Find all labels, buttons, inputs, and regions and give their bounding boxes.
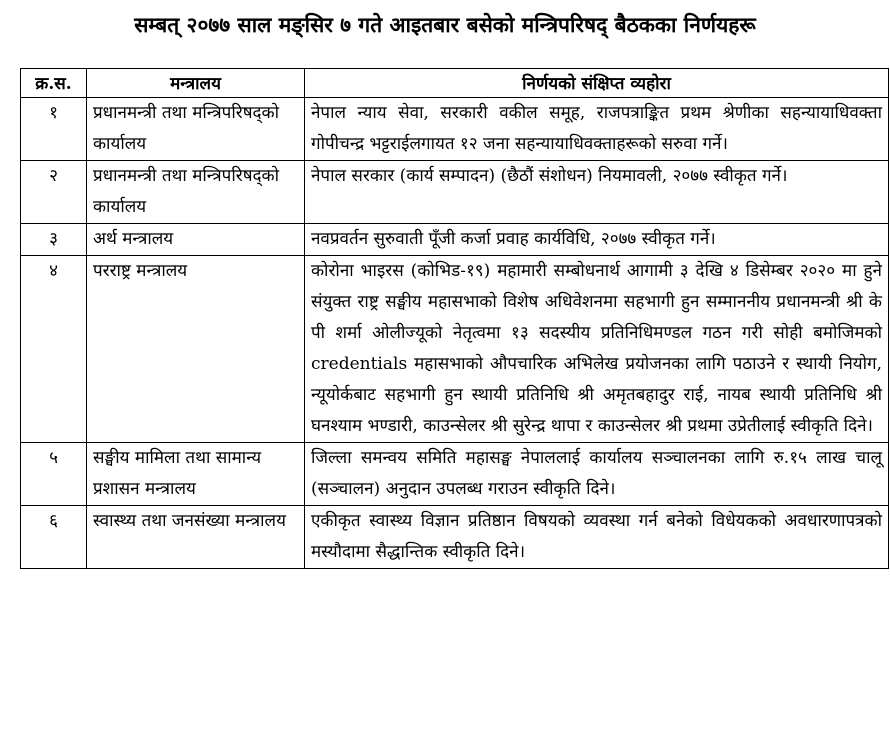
table-row <box>21 443 889 506</box>
ministry-cell: अर्थ मन्त्रालय <box>87 224 305 256</box>
table-row <box>21 256 889 443</box>
summary-cell: कोरोना भाइरस (कोभिड-१९) महामारी सम्बोधनार्थ आगामी ३ देखि ४ डिसेम्बर २०२० मा हुने संयुक्त राष्ट्र सङ्घीय महासभाको विशेष अधिवेशनमा सहभागी हुन सम्माननीय प्रधानमन्त्री श्री के पी शर्मा ओलीज्यूको नेतृत्वमा १३ सदस्यीय प्रतिनिधिमण्डल गठन गरी सोही बमोजिमको credentials महासभाको औपचारिक अभिलेख प्रयोजनका लागि पठाउने र स्थायी नियोग, न्यूयोर्कबाट सहभागी हुन स्थायी प्रतिनिधि श्री अमृतबहादुर राई, नायब स्थायी प्रतिनिधि श्री घनश्याम भण्डारी, काउन्सेलर श्री सुरेन्द्र थापा र काउन्सेलर श्री प्रथमा उप्रेतीलाई स्वीकृति दिने। <box>305 256 889 443</box>
serial-cell: २ <box>21 161 87 224</box>
ministry-cell: स्वास्थ्य तथा जनसंख्या मन्त्रालय <box>87 506 305 569</box>
table-row <box>21 506 889 569</box>
summary-cell: जिल्ला समन्वय समिति महासङ्घ नेपाललाई कार्यालय सञ्चालनका लागि रु.१५ लाख चालू (सञ्चालन) अनुदान उपलब्ध गराउन स्वीकृति दिने। <box>305 443 889 506</box>
column-header-ministry: मन्त्रालय <box>87 69 305 98</box>
ministry-cell: सङ्घीय मामिला तथा सामान्य प्रशासन मन्त्रालय <box>87 443 305 506</box>
table-row <box>21 98 889 161</box>
decisions-table <box>20 68 889 569</box>
summary-cell: नेपाल सरकार (कार्य सम्पादन) (छैठौं संशोधन) नियमावली, २०७७ स्वीकृत गर्ने। <box>305 161 889 224</box>
serial-cell: १ <box>21 98 87 161</box>
summary-cell: नेपाल न्याय सेवा, सरकारी वकील समूह, राजपत्राङ्कित प्रथम श्रेणीका सहन्यायाधिवक्ता गोपीचन्द्र भट्टराईलगायत १२ जना सहन्यायाधिवक्ताहरूको सरुवा गर्ने। <box>305 98 889 161</box>
table-row <box>21 224 889 256</box>
serial-cell: ६ <box>21 506 87 569</box>
serial-cell: ३ <box>21 224 87 256</box>
ministry-cell: परराष्ट्र मन्त्रालय <box>87 256 305 443</box>
table-header-row <box>21 69 889 98</box>
summary-cell: नवप्रवर्तन सुरुवाती पूँजी कर्जा प्रवाह कार्यविधि, २०७७ स्वीकृत गर्ने। <box>305 224 889 256</box>
column-header-serial: क्र.स. <box>21 69 87 98</box>
ministry-cell: प्रधानमन्त्री तथा मन्त्रिपरिषद्को कार्यालय <box>87 98 305 161</box>
serial-cell: ५ <box>21 443 87 506</box>
summary-cell: एकीकृत स्वास्थ्य विज्ञान प्रतिष्ठान विषयको व्यवस्था गर्न बनेको विधेयकको अवधारणापत्रको मस्यौदामा सैद्धान्तिक स्वीकृति दिने। <box>305 506 889 569</box>
ministry-cell: प्रधानमन्त्री तथा मन्त्रिपरिषद्को कार्यालय <box>87 161 305 224</box>
table-row <box>21 161 889 224</box>
column-header-summary: निर्णयको संक्षिप्त व्यहोरा <box>305 69 889 98</box>
document-title: सम्बत् २०७७ साल मङ्सिर ७ गते आइतबार बसेको मन्त्रिपरिषद् बैठकका निर्णयहरू <box>134 12 756 37</box>
serial-cell: ४ <box>21 256 87 443</box>
